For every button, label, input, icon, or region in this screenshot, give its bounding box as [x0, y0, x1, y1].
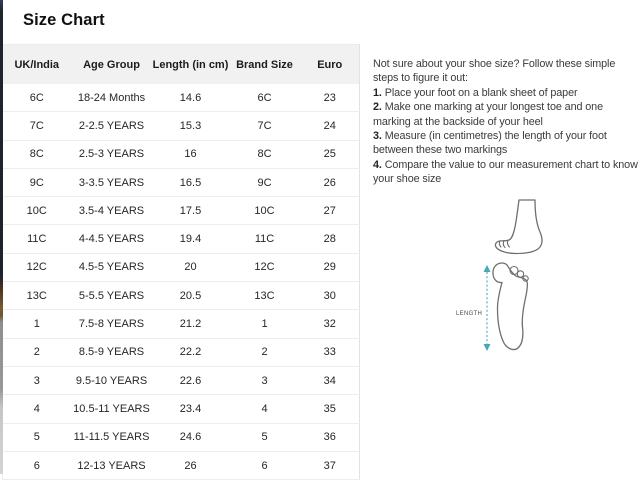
instruction-step — [373, 158, 639, 187]
table-row — [3, 168, 360, 196]
cell-length-cm: 16 — [153, 140, 229, 168]
header-cell-uk-india: UK/India — [3, 45, 71, 85]
cell-length-cm: 17.5 — [153, 197, 229, 225]
instruction-step — [373, 86, 639, 100]
table-header-row — [3, 45, 360, 85]
cell-brand-size: 9C — [229, 168, 301, 196]
cell-euro: 32 — [301, 310, 360, 338]
cell-length-cm: 16.5 — [153, 168, 229, 196]
step-number: 1. — [373, 86, 382, 99]
cell-uk-india: 5 — [3, 423, 71, 451]
cell-brand-size: 12C — [229, 253, 301, 281]
table-row — [3, 366, 360, 394]
cell-age-group: 18-24 Months — [71, 84, 153, 112]
step-number: 3. — [373, 130, 382, 143]
cell-age-group: 12-13 YEARS — [71, 451, 153, 479]
cell-brand-size: 3 — [229, 366, 301, 394]
cell-age-group: 3-3.5 YEARS — [71, 168, 153, 196]
table-row — [3, 253, 360, 281]
cell-brand-size: 5 — [229, 423, 301, 451]
instructions-panel — [373, 57, 639, 187]
size-chart-title: Size Chart — [23, 11, 105, 29]
step-number: 4. — [373, 158, 382, 171]
cell-euro: 29 — [301, 253, 360, 281]
cell-euro: 27 — [301, 197, 360, 225]
cell-euro: 28 — [301, 225, 360, 253]
cell-uk-india: 6C — [3, 84, 71, 112]
cell-length-cm: 15.3 — [153, 112, 229, 140]
instruction-step — [373, 129, 639, 158]
cell-brand-size: 1 — [229, 310, 301, 338]
table-row — [3, 395, 360, 423]
cell-age-group: 2.5-3 YEARS — [71, 140, 153, 168]
header-cell-age-group: Age Group — [71, 45, 153, 85]
page-edge-strip — [0, 0, 3, 474]
table-row — [3, 338, 360, 366]
step-number: 2. — [373, 101, 382, 114]
table-row — [3, 310, 360, 338]
cell-length-cm: 20.5 — [153, 282, 229, 310]
table-row — [3, 197, 360, 225]
cell-euro: 37 — [301, 451, 360, 479]
cell-euro: 24 — [301, 112, 360, 140]
cell-brand-size: 11C — [229, 225, 301, 253]
foot-measure-illustration — [455, 192, 640, 374]
cell-euro: 25 — [301, 140, 360, 168]
size-table — [2, 44, 360, 480]
cell-euro: 30 — [301, 282, 360, 310]
table-row — [3, 451, 360, 479]
cell-brand-size: 7C — [229, 112, 301, 140]
cell-age-group: 11-11.5 YEARS — [71, 423, 153, 451]
step-text: Measure (in centimetres) the length of your foot between these two markings — [373, 130, 607, 157]
table-row — [3, 225, 360, 253]
table-body — [3, 84, 360, 480]
cell-length-cm: 22.6 — [153, 366, 229, 394]
cell-age-group: 2-2.5 YEARS — [71, 112, 153, 140]
cell-brand-size: 6 — [229, 451, 301, 479]
cell-euro: 26 — [301, 168, 360, 196]
cell-euro: 36 — [301, 423, 360, 451]
cell-length-cm: 21.2 — [153, 310, 229, 338]
cell-length-cm: 20 — [153, 253, 229, 281]
cell-uk-india: 6 — [3, 451, 71, 479]
instruction-step — [373, 100, 639, 129]
cell-uk-india: 10C — [3, 197, 71, 225]
header-cell-length-cm: Length (in cm) — [153, 45, 229, 85]
cell-age-group: 5-5.5 YEARS — [71, 282, 153, 310]
step-text: Compare the value to our measurement chart to know your shoe size — [373, 158, 638, 186]
cell-uk-india: 4 — [3, 395, 71, 423]
cell-brand-size: 4 — [229, 395, 301, 423]
length-label: LENGTH — [456, 311, 483, 317]
cell-age-group: 8.5-9 YEARS — [71, 338, 153, 366]
cell-length-cm: 19.4 — [153, 225, 229, 253]
cell-age-group: 7.5-8 YEARS — [71, 310, 153, 338]
step-text: Place your foot on a blank sheet of paper — [381, 86, 578, 99]
header-cell-euro: Euro — [301, 45, 360, 85]
foot-side-icon — [493, 197, 553, 259]
cell-brand-size: 8C — [229, 140, 301, 168]
cell-uk-india: 1 — [3, 310, 71, 338]
cell-length-cm: 22.2 — [153, 338, 229, 366]
table-row — [3, 282, 360, 310]
cell-uk-india: 3 — [3, 366, 71, 394]
cell-age-group: 9.5-10 YEARS — [71, 366, 153, 394]
cell-age-group: 10.5-11 YEARS — [71, 395, 153, 423]
cell-length-cm: 24.6 — [153, 423, 229, 451]
table-row — [3, 112, 360, 140]
cell-uk-india: 11C — [3, 225, 71, 253]
table-row — [3, 423, 360, 451]
header-cell-brand-size: Brand Size — [229, 45, 301, 85]
cell-age-group: 3.5-4 YEARS — [71, 197, 153, 225]
cell-age-group: 4.5-5 YEARS — [71, 253, 153, 281]
cell-length-cm: 26 — [153, 451, 229, 479]
cell-uk-india: 7C — [3, 112, 71, 140]
cell-uk-india: 8C — [3, 140, 71, 168]
cell-brand-size: 13C — [229, 282, 301, 310]
intro-text: Not sure about your shoe size? Follow these simple steps to figure it out: — [373, 58, 616, 85]
cell-euro: 33 — [301, 338, 360, 366]
cell-euro: 34 — [301, 366, 360, 394]
footprint-icon — [489, 262, 535, 354]
cell-uk-india: 9C — [3, 168, 71, 196]
cell-length-cm: 14.6 — [153, 84, 229, 112]
cell-brand-size: 6C — [229, 84, 301, 112]
steps-list — [373, 86, 639, 187]
size-table-container — [2, 44, 359, 480]
step-text: Make one marking at your longest toe and one marking at the backside of your heel — [373, 101, 603, 128]
cell-age-group: 4-4.5 YEARS — [71, 225, 153, 253]
table-row — [3, 140, 360, 168]
cell-uk-india: 13C — [3, 282, 71, 310]
cell-brand-size: 10C — [229, 197, 301, 225]
cell-uk-india: 2 — [3, 338, 71, 366]
cell-length-cm: 23.4 — [153, 395, 229, 423]
cell-euro: 23 — [301, 84, 360, 112]
cell-brand-size: 2 — [229, 338, 301, 366]
cell-euro: 35 — [301, 395, 360, 423]
cell-uk-india: 12C — [3, 253, 71, 281]
table-row — [3, 84, 360, 112]
